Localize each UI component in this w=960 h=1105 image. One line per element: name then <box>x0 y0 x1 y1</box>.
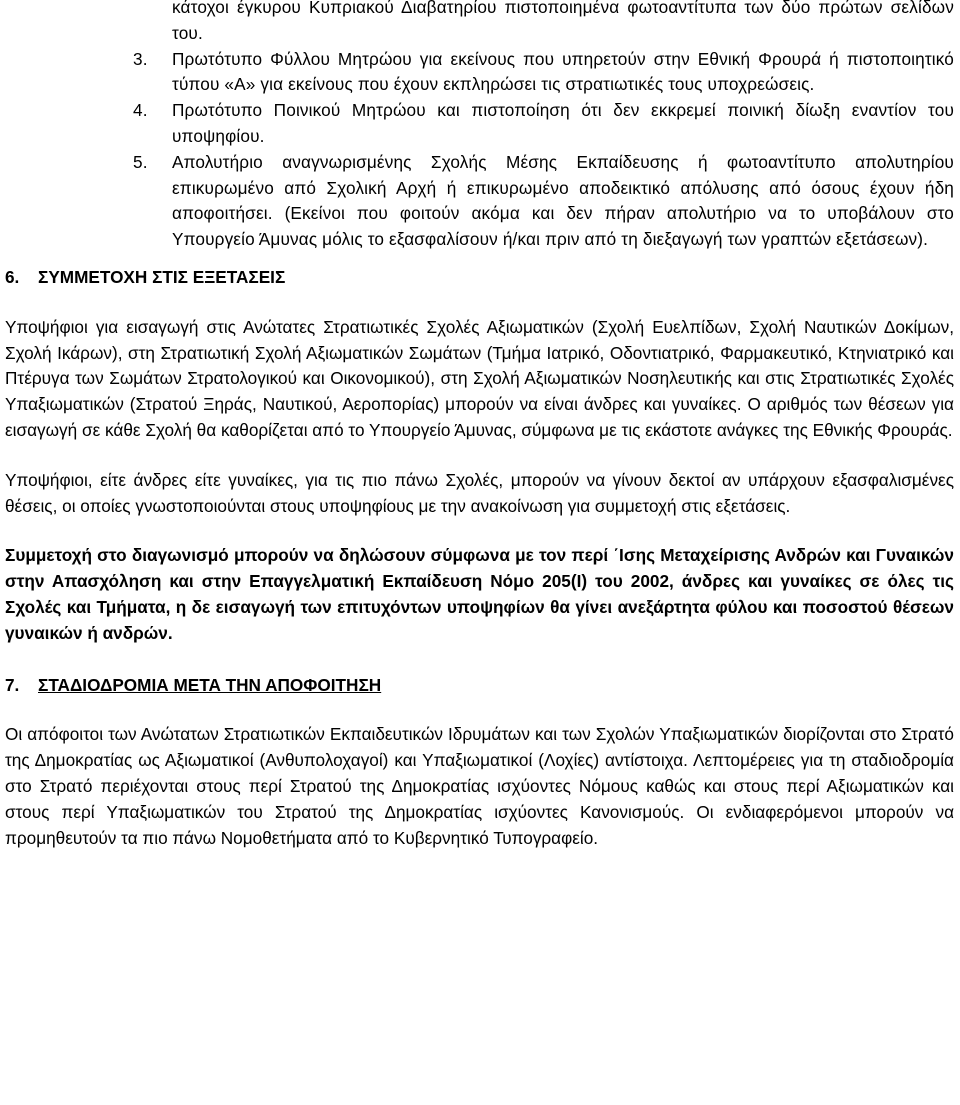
section-7-heading <box>5 673 954 699</box>
section-number: 7. <box>5 674 20 695</box>
list-item-number: 4. <box>133 100 148 121</box>
section-6-paragraph-2: Υποψήφιοι, είτε άνδρες είτε γυναίκες, για τις πιο πάνω Σχολές, μπορούν να γίνουν δεκτοί αν υπάρχουν εξασφαλισμένες θέσεις, οι οποίες γνωστοποιούνται στους υποψηφίους με την ανακοίνωση για συμμετοχή στις εξετάσεις. <box>5 469 954 516</box>
list-item-4 <box>5 98 954 150</box>
list-item-continued <box>5 0 954 47</box>
section-title: ΣΤΑΔΙΟΔΡΟΜΙΑ ΜΕΤΑ ΤΗΝ ΑΠΟΦΟΙΤΗΣΗ <box>38 674 382 695</box>
section-number: 6. <box>5 266 20 287</box>
list-item-number: 5. <box>133 151 148 172</box>
section-6-paragraph-1: Υποψήφιοι για εισαγωγή στις Ανώτατες Στρατιωτικές Σχολές Αξιωματικών (Σχολή Ευελπίδων, Σχολή Ναυτικών Δοκίμων, Σχολή Ικάρων), στη Στρατιωτική Σχολή Αξιωματικών Σωμάτων (Τμήμα Ιατρικό, Οδοντιατρικό, Φαρμακευτικό, Κτηνιατρικό και Πτέρυγα των Σωμάτων Στρατολογικού και Οικονομικού), στη Σχολή Αξιωματικών Νοσηλευτικής και στις Στρατιωτικές Σχολές Υπαξιωματικών (Στρατού Ξηράς, Ναυτικού, Αεροπορίας) μπορούν να είναι άνδρες και γυναίκες. Ο αριθμός των θέσεων για εισαγωγή σε κάθε Σχολή θα καθορίζεται από το Υπουργείο Άμυνας, σύμφωνα με τις εκάστοτε ανάγκες της Εθνικής Φρουράς. <box>5 316 954 440</box>
section-title: ΣΥΜΜΕΤΟΧΗ ΣΤΙΣ ΕΞΕΤΑΣΕΙΣ <box>38 266 286 287</box>
list-item-5 <box>5 150 954 253</box>
section-6-paragraph-3: Συμμετοχή στο διαγωνισμό μπορούν να δηλώσουν σύμφωνα με τον περί ΄Ισης Μεταχείρισης Ανδρών και Γυναικών στην Απασχόληση και στην Επαγγελματική Εκπαίδευση Νόμο 205(Ι) του 2002, άνδρες και γυναίκες σε όλες τις Σχολές και Τμήματα, η δε εισαγωγή των επιτυχόντων υποψηφίων θα γίνει ανεξάρτητα φύλου και ποσοστού θέσεων γυναικών ή ανδρών. <box>5 545 954 643</box>
list-item-text: κάτοχοι έγκυρου Κυπριακού Διαβατηρίου πιστοποιημένα φωτοαντίτυπα των δύο πρώτων σελίδων του. <box>172 0 954 43</box>
section-7-paragraph: Οι απόφοιτοι των Ανώτατων Στρατιωτικών Εκπαιδευτικών Ιδρυμάτων και των Σχολών Υπαξιωματικών διορίζονται στο Στρατό της Δημοκρατίας ως Αξιωματικοί (Ανθυπολοχαγοί) και Υπαξιωματικοί (Λοχίες) αντίστοιχα. Λεπτομέρειες για τη σταδιοδρομία στο Στρατό περιέχονται στους περί Στρατού της Δημοκρατίας ισχύοντες Νόμους καθώς και στους περί Αξιωματικών και στους περί Υπαξιωματικών του Στρατού της Δημοκρατίας ισχύοντες Κανονισμούς. Οι ενδιαφερόμενοι μπορούν να προμηθευτούν τα πιο πάνω Νομοθετήματα από το Κυβερνητικό Τυπογραφείο. <box>5 724 954 848</box>
list-item-3 <box>5 47 954 99</box>
list-item-text: Πρωτότυπο Ποινικού Μητρώου και πιστοποίηση ότι δεν εκκρεμεί ποινική δίωξη εναντίον του υποψηφίου. <box>172 100 954 146</box>
requirements-list <box>5 0 954 253</box>
list-item-text: Πρωτότυπο Φύλλου Μητρώου για εκείνους που υπηρετούν στην Εθνική Φρουρά ή πιστοποιητικό τύπου «Α» για εκείνους που έχουν εκπληρώσει τις στρατιωτικές τους υποχρεώσεις. <box>172 48 954 95</box>
list-item-text: Απολυτήριο αναγνωρισμένης Σχολής Μέσης Εκπαίδευσης ή φωτοαντίτυπο απολυτηρίου επικυρωμένο από Σχολική Αρχή ή επικυρωμένο αποδεικτικό απόλυσης από όσους έχουν ήδη αποφοιτήσει. (Εκείνοι που φοιτούν ακόμα και δεν πήραν απολυτήριο να το υποβάλουν στο Υπουργείο Άμυνας μόλις το εξασφαλίσουν ή/και πριν από τη διεξαγωγή των γραπτών εξετάσεων). <box>172 151 954 250</box>
list-item-number: 3. <box>133 48 148 69</box>
section-6-heading <box>5 265 954 291</box>
document-page <box>5 0 954 851</box>
